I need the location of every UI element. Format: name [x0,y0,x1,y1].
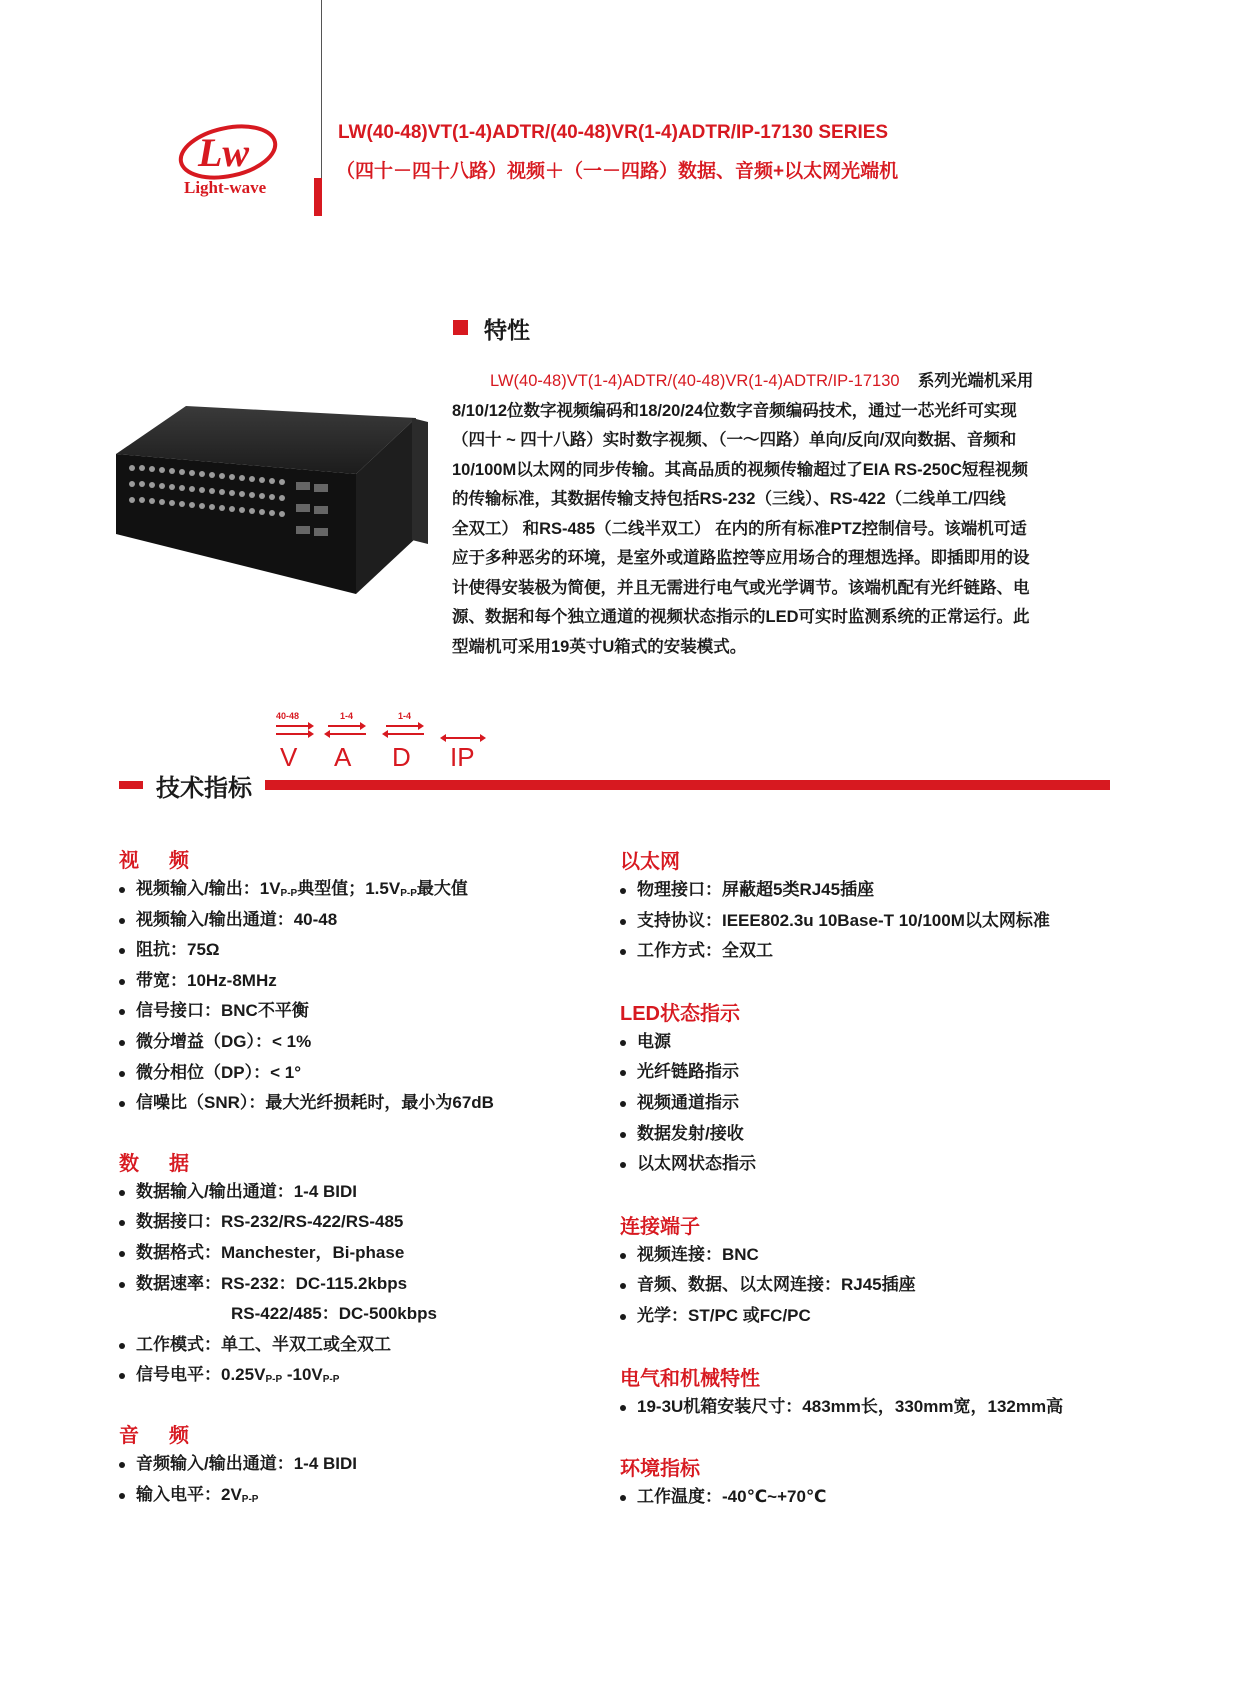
spec-item [620,1119,1063,1150]
bullet-icon [620,1040,626,1046]
spec-text: 视频输入/输出通道：40-48 [136,909,338,929]
data-section-title: 数据 [119,1152,219,1175]
spec-text: 19-3U机箱安装尺寸：483mm长，330mm宽，132mm高 [637,1396,1064,1416]
bullet-icon [620,1495,626,1501]
spec-item [620,906,1063,937]
bullet-icon [119,1282,125,1288]
environment-section-title: 环境指标 [620,1458,700,1481]
spec-text: 阻抗：75Ω [136,940,220,960]
section-square-marker [453,320,468,335]
spec-title: 技术指标 [156,775,252,802]
spec-item [119,1449,494,1480]
video-letter: V [280,742,298,770]
spec-item [119,996,494,1027]
ethernet-section-title: 以太网 [620,851,680,873]
bullet-icon [119,918,125,924]
spec-item [620,1270,1063,1301]
audio-count-label: 1-4 [340,711,354,721]
spec-item [119,1238,494,1269]
spec-item [119,966,494,997]
features-line: 计使得安装极为简便，并且无需进行电气或光学调节。该端机配有光纤链路、电 [452,578,1030,597]
series-subtitle: （四十－四十八路）视频＋（一－四路）数据、音频+以太网光端机 [336,161,899,182]
pp-subscript: P-P [400,888,417,899]
bullet-icon [620,1101,626,1107]
header-divider-line [321,0,322,190]
spec-item [119,1177,494,1208]
spec-item [620,1057,1063,1088]
mechanical-section-title: 电气和机械特性 [620,1367,760,1390]
pp-subscript: P-P [322,1374,340,1386]
spec-text: 工作方式：全双工 [637,941,773,961]
features-title: 特性 [484,317,530,343]
features-line: 型端机可采用19英寸U箱式的安装模式。 [452,637,747,656]
spec-item [119,935,494,966]
spec-text: 以太网状态指示 [637,1154,756,1174]
spec-item [620,1088,1063,1119]
video-count-label: 40-48 [276,711,300,721]
spec-left-column [119,844,494,1510]
bullet-icon [119,1040,125,1046]
pp-subscript: P-P [280,888,298,899]
spec-item [119,1207,494,1238]
bullet-icon [620,1405,626,1411]
pp-subscript: P-P [265,1374,283,1386]
bullet-icon [119,979,125,985]
spec-text: 工作模式：单工、半双工或全双工 [136,1334,391,1354]
spec-text: 带宽：10Hz-8MHz [136,970,277,990]
audio-section-title: 音频 [119,1424,219,1447]
spec-item [620,1482,1063,1513]
spec-text: 输入电平：2V [136,1484,242,1504]
bullet-icon [119,1071,125,1077]
features-lead-model: LW(40-48)VT(1-4)ADTR/(40-48)VR(1-4)ADTR/IP-17130 [490,372,900,390]
bullet-icon [119,1343,125,1349]
spec-text: 信号接口：BNC不平衡 [136,1001,309,1021]
spec-text: 音频、数据、以太网连接：RJ45插座 [637,1275,916,1295]
spec-text: 视频通道指示 [637,1092,739,1112]
features-line: 的传输标准，其数据传输支持包括RS-232（三线）、RS-422（二线单工/四线 [452,490,1006,508]
ip-bidirectional-arrow-icon [440,734,486,742]
spec-accent-long-bar [265,780,1110,790]
data-letter: D [392,742,411,770]
spec-text: 光纤链路指示 [637,1062,739,1082]
spec-text: 数据发射/接收 [637,1123,744,1143]
bullet-icon [620,949,626,955]
spec-accent-short-bar [119,781,143,789]
spec-text: 电源 [637,1031,671,1051]
bullet-icon [119,948,125,954]
logo-mark-text: Lw [198,130,250,175]
features-line: 源、数据和每个独立通道的视频状态指示的LED可实时监测系统的正常运行。此 [452,608,1030,626]
bullet-icon [119,1462,125,1468]
spec-item [119,1027,494,1058]
series-title: LW(40-48)VT(1-4)ADTR/(40-48)VR(1-4)ADTR/IP-17130 SERIES [338,122,889,143]
bullet-icon [119,1101,125,1107]
spec-item [119,1088,494,1119]
features-body [452,367,1110,662]
spec-item [119,1360,494,1391]
video-section-title: 视频 [119,850,219,872]
bullet-icon [620,1253,626,1259]
features-line [452,367,1110,397]
bullet-icon [119,1220,125,1226]
bullet-icon [620,1070,626,1076]
spec-text: 支持协议：IEEE802.3u 10Base-T 10/100M以太网标准 [637,910,1050,930]
spec-text: 信噪比（SNR）：最大光纤损耗时，最小为67dB [136,1093,494,1113]
spec-item [620,1240,1063,1271]
spec-text: 光学：ST/PC 或FC/PC [637,1305,811,1325]
spec-item [620,875,1063,906]
spec-value: 典型值；1.5V [297,879,401,898]
spec-item [119,1269,494,1300]
spec-item [620,1027,1063,1058]
features-line: 10/100M以太网的同步传输。其高品质的视频传输超过了EIA RS-250C短程视频 [452,460,1029,479]
bullet-icon [620,1283,626,1289]
spec-text: 音频输入/输出通道：1-4 BIDI [136,1453,358,1473]
spec-label: 视频输入/输出： [136,879,260,898]
spec-item [620,1301,1063,1332]
spec-right-column [620,845,1063,1513]
spec-item [119,1480,494,1511]
spec-text: 数据输入/输出通道：1-4 BIDI [136,1181,358,1201]
bullet-icon [119,1009,125,1015]
features-line: 全双工） 和RS-485（二线半双工） 在内的所有标准PTZ控制信号。该端机可适 [452,519,1027,538]
data-count-label: 1-4 [398,711,412,721]
bullet-icon [119,1373,125,1379]
ip-letter: IP [450,742,475,770]
led-section-title: LED状态指示 [620,1002,740,1025]
spec-text: -10V [282,1365,323,1385]
bullet-icon [119,1190,125,1196]
features-line: （四十 ~ 四十八路）实时数字视频、（一～四路）单向/反向/双向数据、音频和 [452,431,1017,449]
spec-item [119,1330,494,1361]
spec-text: 微分相位（DP）：< 1° [136,1062,302,1082]
spec-item [119,1058,494,1089]
audio-bidirectional-arrow-icon [324,722,366,738]
features-line: 应于多种恶劣的环境，是室外或道路监控等应用场合的理想选择。即插即用的设 [452,549,1030,567]
spec-item [620,1149,1063,1180]
spec-item [620,936,1063,967]
spec-item [620,1392,1063,1423]
device-image [116,404,440,594]
features-line: 8/10/12位数字视频编码和18/20/24位数字音频编码技术，通过一芯光纤可实现 [452,401,1017,420]
bullet-icon [620,1314,626,1320]
spec-value: 最大值 [416,879,468,898]
connectors-section-title: 连接端子 [620,1215,700,1238]
spec-text: 数据接口：RS-232/RS-422/RS-485 [136,1212,404,1232]
bullet-icon [119,1493,125,1499]
bullet-icon [620,919,626,925]
video-arrow-icon [276,722,314,738]
audio-letter: A [334,742,352,770]
data-bidirectional-arrow-icon [382,722,424,738]
spec-item [119,905,494,936]
spec-text: 微分增益（DG）：< 1% [136,1031,312,1051]
spec-text: 视频连接：BNC [637,1244,759,1264]
brand-name: Light-wave [184,178,267,197]
spec-text: 工作温度：-40℃~+70℃ [637,1487,827,1507]
spec-item-continuation: RS-422/485：DC-500kbps [231,1304,437,1324]
bullet-icon [620,1162,626,1168]
spec-text: 数据格式：Manchester，Bi-phase [136,1242,405,1262]
bullet-icon [620,1132,626,1138]
header-accent-bar [314,178,322,216]
pp-subscript: P-P [241,1493,259,1505]
spec-text: 信号电平：0.25V [136,1365,266,1385]
spec-text: 物理接口：屏蔽超5类RJ45插座 [637,880,875,899]
signal-type-icons [270,710,500,770]
spec-value: 1V [259,879,281,898]
spec-text: 数据速率：RS-232：DC-115.2kbps [136,1273,408,1293]
features-line-text: 系列光端机采用 [917,372,1034,390]
spec-item [119,874,494,905]
bullet-icon [620,888,626,894]
bullet-icon [119,1251,125,1257]
bullet-icon [119,887,125,893]
